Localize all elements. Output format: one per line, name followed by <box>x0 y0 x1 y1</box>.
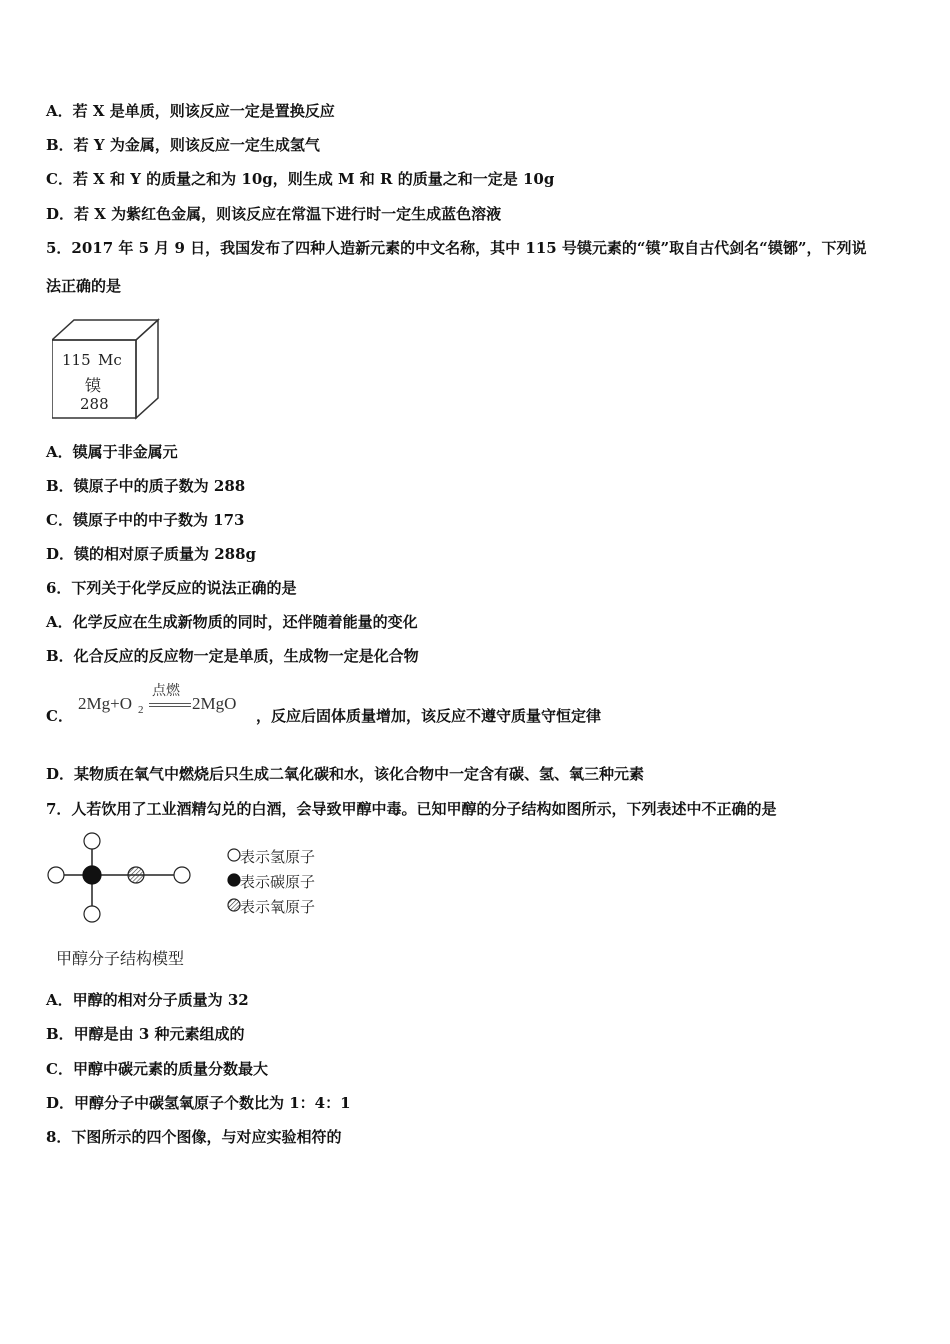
hydrogen-atom-bottom <box>84 906 100 922</box>
element-symbol: Mc <box>98 351 122 369</box>
legend-oxygen-label: 表示氧原子 <box>240 898 316 916</box>
q5-stem-line1: 5．2017 年 5 月 9 日，我国发布了四种人造新元素的中文名称，其中 115 号镆元素的“镆”取自古代剑名“镆铘”，下列说 <box>46 239 867 257</box>
hydrogen-atom-top <box>84 833 100 849</box>
q7-option-c: C．甲醇中碳元素的质量分数最大 <box>46 1060 268 1078</box>
element-mass: 288 <box>80 395 109 413</box>
equation-left: 2Mg+O <box>78 694 132 713</box>
methanol-model-figure <box>44 830 344 930</box>
q6-option-a: A．化学反应在生成新物质的同时，还伴随着能量的变化 <box>46 613 418 631</box>
q6-option-c-label: C． <box>46 707 73 725</box>
equation-right: 2MgO <box>192 694 237 713</box>
hydrogen-atom-left <box>48 867 64 883</box>
q8-stem: 8．下图所示的四个图像，与对应实验相符的 <box>46 1128 342 1146</box>
q6-option-c-text: ，反应后固体质量增加，该反应不遵守质量守恒定律 <box>256 707 602 725</box>
legend-hydrogen-icon <box>228 849 240 861</box>
q6-option-b: B．化合反应的反应物一定是单质，生成物一定是化合物 <box>46 647 419 665</box>
q7-option-d: D．甲醇分子中碳氢氧原子个数比为 1：4：1 <box>46 1094 351 1112</box>
legend-hydrogen-label: 表示氢原子 <box>240 848 316 866</box>
q4-option-a: A．若 X 是单质，则该反应一定是置换反应 <box>46 102 335 120</box>
equation-subscript: 2 <box>138 704 144 716</box>
methanol-structure <box>44 830 204 930</box>
hydrogen-atom-right <box>174 867 190 883</box>
q7-stem: 7．人若饮用了工业酒精勾兑的白酒，会导致甲醇中毒。已知甲醇的分子结构如图所示，下列表述中不正确的是 <box>46 800 777 818</box>
q5-option-b: B．镆原子中的质子数为 288 <box>46 477 246 495</box>
q7-option-b: B．甲醇是由 3 种元素组成的 <box>46 1025 245 1043</box>
q7-option-a: A．甲醇的相对分子质量为 32 <box>46 991 249 1009</box>
q5-stem-line2: 法正确的是 <box>46 277 122 295</box>
equation-arrow-line <box>149 702 191 708</box>
element-name: 镆 <box>85 376 102 395</box>
q5-option-a: A．镆属于非金属元 <box>46 443 178 461</box>
element-card-figure <box>52 318 160 422</box>
q6-option-d: D．某物质在氧气中燃烧后只生成二氧化碳和水，该化合物中一定含有碳、氢、氧三种元素 <box>46 765 645 783</box>
methanol-model-caption: 甲醇分子结构模型 <box>56 949 185 968</box>
oxygen-atom <box>128 867 144 883</box>
q4-option-b: B．若 Y 为金属，则该反应一定生成氢气 <box>46 136 320 154</box>
equation-condition: 点燃 <box>152 683 180 699</box>
q5-option-c: C．镆原子中的中子数为 173 <box>46 511 245 529</box>
carbon-atom <box>83 866 101 884</box>
q5-option-d: D．镆的相对原子质量为 288g <box>46 545 257 563</box>
element-number: 115 <box>62 351 91 369</box>
legend-carbon-icon <box>228 874 240 886</box>
legend-carbon-label: 表示碳原子 <box>240 873 316 891</box>
q6-stem: 6．下列关于化学反应的说法正确的是 <box>46 579 297 597</box>
legend-oxygen-icon <box>228 899 240 911</box>
q4-option-c: C．若 X 和 Y 的质量之和为 10g，则生成 M 和 R 的质量之和一定是 10g <box>46 170 555 188</box>
q6-option-c <box>46 682 666 728</box>
q4-option-d: D．若 X 为紫红色金属，则该反应在常温下进行时一定生成蓝色溶液 <box>46 205 502 223</box>
